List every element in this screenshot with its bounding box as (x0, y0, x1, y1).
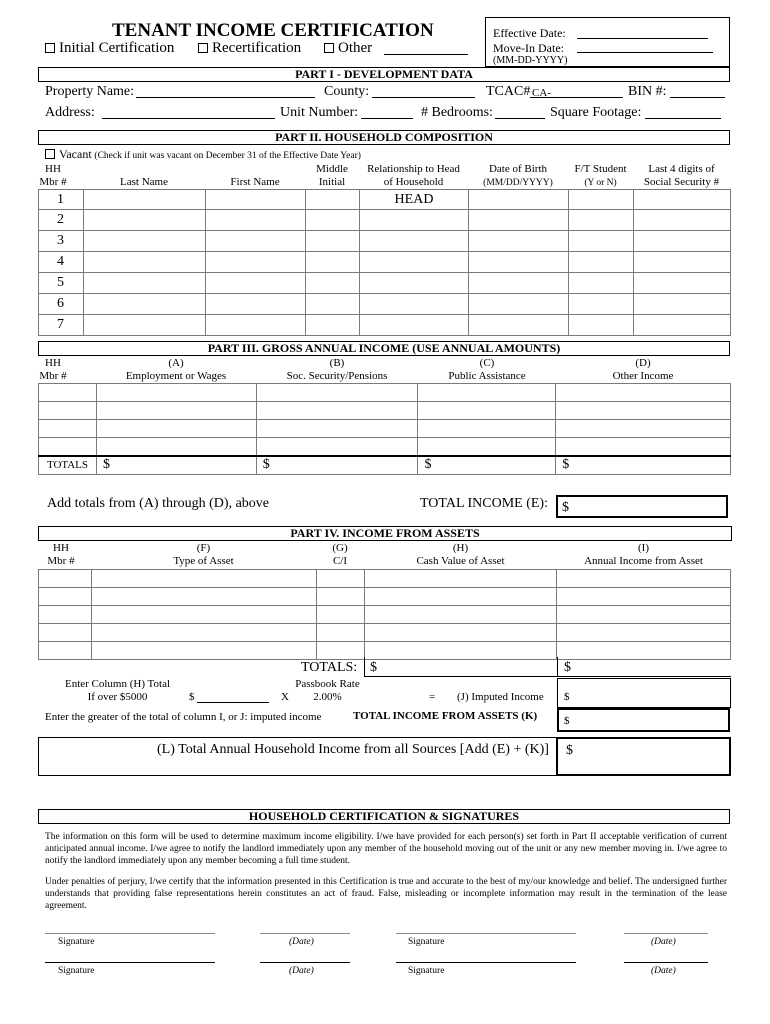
p4-col-i: (I) Annual Income from Asset (584, 542, 703, 567)
p4-col-h: (H) Cash Value of Asset (416, 542, 505, 567)
table-row (39, 420, 731, 438)
h-total-field[interactable] (197, 702, 269, 703)
enter-h-total-note: Enter Column (H) Total If over $5000 (64, 678, 171, 703)
certification-paragraph-1: The information on this form will be used to determine maximum income eligibility. I/we have provided for each person(s) set forth in Part II acceptable verification of current anticipated annual income. I/we agree to notify the landlord immediately upon any member of the household moving out of the unit or any new member moving in. I/we agree to notify the landlord immediately upon any member becoming a full time student. (45, 832, 727, 866)
p2-col-ft-student: F/T Student (Y or N) (574, 163, 627, 188)
household-table (38, 189, 731, 336)
certification-paragraph-2: Under penalties of perjury, I/we certify that the information presented in this Certification is true and accurate to the best of my/our knowledge and belief. The undersigned further understands that providing false representations herein constitutes an act of fraud. False, misleading or incomplete information may result in the termination of the lease agreement. (45, 877, 727, 911)
p4-col-f: (F) Type of Asset (173, 542, 234, 567)
unit-number-field[interactable] (361, 118, 413, 119)
p3-col-c: (C) Public Assistance (448, 357, 526, 382)
h-total-dollar: $ (189, 691, 195, 703)
passbook-rate: Passbook Rate 2.00% (295, 678, 360, 703)
date-label-3: (Date) (289, 966, 314, 976)
total-assets-k-field[interactable]: $ (557, 708, 730, 732)
other-option[interactable] (324, 40, 372, 57)
tcac-prefix: CA- (532, 87, 551, 99)
p3-col-a: (A) Employment or Wages (125, 357, 227, 382)
table-row (39, 588, 731, 606)
total-annual-asset-income[interactable]: $ (564, 660, 571, 675)
bin-label: BIN #: (628, 84, 667, 99)
initial-certification-option[interactable] (45, 40, 174, 57)
signature-label-4: Signature (408, 966, 445, 976)
table-row (39, 642, 731, 660)
total-income-e-field[interactable]: $ (556, 495, 728, 518)
total-c[interactable]: $ (418, 456, 556, 475)
p4-col-hh: HH Mbr # (47, 542, 75, 567)
date-line-2[interactable] (624, 933, 708, 934)
form-title: TENANT INCOME CERTIFICATION (112, 20, 434, 41)
signature-line-4[interactable] (396, 962, 576, 963)
unit-number-label: Unit Number: (280, 105, 359, 120)
part2-title: PART II. HOUSEHOLD COMPOSITION (38, 130, 730, 145)
move-in-date-field[interactable] (577, 52, 713, 53)
p3-col-hh: HH Mbr # (39, 357, 67, 382)
vacant-checkbox[interactable] (45, 149, 55, 159)
date-format-note: (MM-DD-YYYY) (493, 55, 568, 66)
total-d[interactable]: $ (556, 456, 731, 475)
initial-certification-label: Initial Certification (59, 40, 175, 56)
asset-totals-label: TOTALS: (301, 660, 358, 675)
date-line-4[interactable] (624, 962, 708, 963)
p2-col-last-name: Last Name (120, 176, 168, 188)
bin-field[interactable] (670, 97, 725, 98)
recertification-option[interactable] (198, 40, 301, 57)
times-sign: X (281, 691, 289, 703)
table-row (39, 570, 731, 588)
head-label: HEAD (360, 190, 469, 210)
totals-row (39, 456, 731, 475)
signature-line-3[interactable] (45, 962, 215, 963)
p2-col-dob: Date of Birth (MM/DD/YYYY) (483, 163, 553, 188)
row-number: 4 (39, 252, 84, 273)
property-name-field[interactable] (136, 97, 315, 98)
p2-col-middle-initial: Middle Initial (316, 163, 348, 188)
p2-col-ssn: Last 4 digits of Social Security # (643, 163, 720, 188)
vacant-label: Vacant (59, 147, 92, 161)
bedrooms-label: # Bedrooms: (421, 105, 493, 120)
signature-line-2[interactable] (396, 933, 576, 934)
total-l-label: (L) Total Annual Household Income from all Sources [Add (E) + (K)] (157, 742, 549, 757)
row-number: 1 (39, 190, 84, 210)
vacant-option[interactable] (45, 147, 361, 162)
total-assets-k-label: TOTAL INCOME FROM ASSETS (K) (353, 710, 538, 722)
other-label: Other (338, 40, 373, 56)
greater-of-note: Enter the greater of the total of column I, or J: imputed income (45, 711, 322, 723)
signature-label-3: Signature (58, 966, 95, 976)
p2-col-relationship: Relationship to Head of Household (367, 163, 460, 188)
bedrooms-field[interactable] (495, 118, 545, 119)
part4-title: PART IV. INCOME FROM ASSETS (38, 526, 732, 541)
part1-title: PART I - DEVELOPMENT DATA (38, 67, 730, 82)
recertification-checkbox[interactable] (198, 43, 208, 53)
total-income-e-label: TOTAL INCOME (E): (420, 496, 548, 511)
initial-certification-checkbox[interactable] (45, 43, 55, 53)
row-number: 3 (39, 231, 84, 252)
table-row (39, 294, 731, 315)
square-footage-label: Square Footage: (550, 105, 642, 120)
p4-col-g: (G) C/I (332, 542, 348, 567)
signature-label-2: Signature (408, 937, 445, 947)
move-in-date-label: Move-In Date: (493, 41, 564, 55)
p3-col-d: (D) Other Income (612, 357, 674, 382)
recertification-label: Recertification (212, 40, 302, 56)
certification-title: HOUSEHOLD CERTIFICATION & SIGNATURES (38, 809, 730, 824)
table-row (39, 210, 731, 231)
table-row (39, 252, 731, 273)
vacant-note: (Check if unit was vacant on December 31 of the Effective Date Year) (94, 151, 361, 161)
table-row (39, 315, 731, 336)
table-row (39, 384, 731, 402)
square-footage-field[interactable] (645, 118, 721, 119)
other-checkbox[interactable] (324, 43, 334, 53)
gross-income-table (38, 383, 731, 475)
equals-sign: = (429, 691, 436, 703)
date-line-3[interactable] (260, 962, 350, 963)
p3-col-b: (B) Soc. Security/Pensions (286, 357, 388, 382)
county-field[interactable] (372, 97, 475, 98)
date-label-4: (Date) (651, 966, 676, 976)
property-name-label: Property Name: (45, 84, 135, 99)
table-row (39, 624, 731, 642)
table-row (39, 273, 731, 294)
date-label-1: (Date) (289, 937, 314, 947)
row-number: 5 (39, 273, 84, 294)
signature-label-1: Signature (58, 937, 95, 947)
total-a[interactable]: $ (96, 456, 256, 475)
part3-title: PART III. GROSS ANNUAL INCOME (USE ANNUAL AMOUNTS) (38, 341, 730, 356)
p2-col-first-name: First Name (230, 176, 280, 188)
total-cash-value[interactable]: $ (370, 660, 377, 675)
signature-line-1[interactable] (45, 933, 215, 934)
add-totals-note: Add totals from (A) through (D), above (47, 496, 270, 511)
row-number: 2 (39, 210, 84, 231)
effective-date-field[interactable] (577, 38, 708, 39)
date-label-2: (Date) (651, 937, 676, 947)
other-field[interactable] (384, 54, 468, 55)
county-label: County: (324, 84, 370, 99)
tcac-field[interactable] (530, 97, 623, 98)
imputed-income-label: (J) Imputed Income (457, 691, 544, 703)
assets-table (38, 569, 731, 660)
total-l-field[interactable]: $ (556, 737, 731, 776)
address-label: Address: (45, 105, 95, 120)
row-number: 6 (39, 294, 84, 315)
date-line-1[interactable] (260, 933, 350, 934)
table-row (39, 606, 731, 624)
address-field[interactable] (102, 118, 275, 119)
row-number: 7 (39, 315, 84, 336)
table-row (39, 231, 731, 252)
totals-label: TOTALS (39, 456, 97, 475)
tcac-label: TCAC# (486, 84, 531, 99)
total-b[interactable]: $ (256, 456, 418, 475)
table-row (39, 438, 731, 456)
table-row (39, 402, 731, 420)
p2-col-hh: HH Mbr # (39, 163, 67, 188)
effective-date-label: Effective Date: (493, 26, 566, 40)
imputed-income-field[interactable]: $ (557, 678, 731, 708)
table-row (39, 190, 731, 210)
